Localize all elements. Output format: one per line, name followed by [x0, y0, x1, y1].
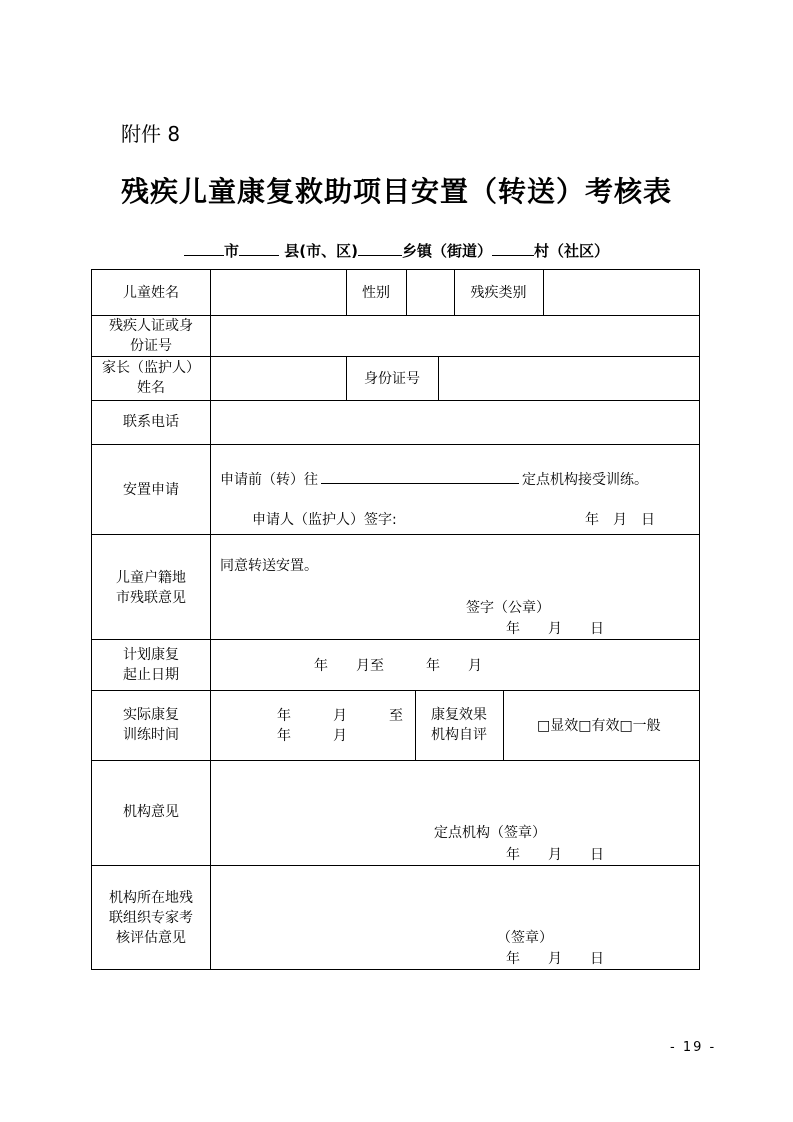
phone-label: 联系电话	[123, 414, 179, 430]
institution-opinion-label: 机构意见	[123, 804, 179, 820]
county-label: 县(市、区)	[284, 242, 358, 260]
guardian-label-line1: 家长（监护人）	[102, 360, 200, 376]
row-rule	[92, 760, 699, 761]
id-label-line2: 份证号	[130, 338, 172, 354]
actual-label-line2: 训练时间	[123, 727, 179, 743]
actual-time-value[interactable]	[277, 706, 403, 746]
id-label-line1: 残疾人证或身	[109, 318, 193, 334]
plan-dates-value[interactable]: 年 月至 年 月	[314, 658, 482, 674]
page-title: 残疾儿童康复救助项目安置（转送）考核表	[120, 175, 672, 208]
gender-label: 性别	[362, 285, 390, 301]
column-rule	[503, 690, 504, 760]
plan-label-line1: 计划康复	[123, 647, 179, 663]
guardian-label	[92, 358, 210, 398]
placement-text-before: 申请前（转）往	[220, 472, 318, 488]
household-opinion-text: 同意转送安置。	[220, 558, 318, 574]
actual-label-line1: 实际康复	[123, 707, 179, 723]
row-rule	[92, 639, 699, 640]
effect-label	[415, 705, 503, 745]
effect-options[interactable]: □显效□有效□一般	[537, 718, 661, 734]
institution-date: 年 月 日	[506, 847, 604, 863]
placement-text	[220, 470, 695, 490]
household-opinion-label	[92, 568, 210, 608]
institution-seal: 定点机构（签章）	[434, 825, 546, 841]
expert-label-line1: 机构所在地残	[109, 890, 193, 906]
guardian-id-label: 身份证号	[364, 371, 420, 387]
household-sign-seal: 签字（公章）	[466, 600, 550, 616]
village-blank[interactable]	[492, 241, 534, 256]
phone-field[interactable]	[211, 401, 699, 444]
city-blank[interactable]	[184, 241, 224, 256]
county-blank[interactable]	[239, 241, 279, 256]
row-rule	[92, 534, 699, 535]
applicant-sign-label: 申请人（监护人）签字:	[252, 512, 397, 528]
household-label-line1: 儿童户籍地	[116, 570, 186, 586]
household-label-line2: 市残联意见	[116, 590, 186, 606]
id-label	[92, 316, 210, 356]
attachment-label: 附件 8	[121, 122, 181, 146]
assessment-form-table	[91, 269, 700, 970]
town-label: 乡镇（街道）	[401, 242, 492, 260]
row-rule	[92, 690, 699, 691]
disability-type-field[interactable]	[544, 270, 699, 315]
placement-text-after: 定点机构接受训练。	[522, 472, 648, 488]
actual-line2: 年 月	[277, 728, 347, 744]
plan-label-line2: 起止日期	[123, 667, 179, 683]
child-name-label: 儿童姓名	[123, 285, 179, 301]
placement-label: 安置申请	[123, 482, 179, 498]
guardian-label-line2: 姓名	[137, 380, 165, 396]
city-label: 市	[224, 242, 240, 260]
page-number: - 19 -	[670, 1040, 717, 1055]
expert-seal: （签章）	[497, 930, 553, 946]
guardian-name-field[interactable]	[211, 357, 346, 400]
effect-label-line2: 机构自评	[431, 727, 487, 743]
institution-name-blank[interactable]	[321, 471, 519, 484]
household-date: 年 月 日	[506, 621, 604, 637]
row-rule	[92, 865, 699, 866]
row-rule	[92, 444, 699, 445]
town-blank[interactable]	[358, 241, 402, 256]
disability-type-label: 残疾类别	[470, 285, 527, 301]
expert-opinion-label	[92, 888, 210, 948]
location-line	[0, 240, 793, 261]
id-number-field[interactable]	[211, 316, 699, 356]
child-name-field[interactable]	[211, 270, 346, 315]
village-label: 村（社区）	[533, 242, 609, 260]
gender-field[interactable]	[407, 270, 454, 315]
guardian-id-field[interactable]	[439, 357, 699, 400]
plan-dates-label	[92, 645, 210, 685]
expert-label-line2: 联组织专家考	[109, 910, 193, 926]
actual-time-label	[92, 705, 210, 745]
expert-label-line3: 核评估意见	[116, 930, 186, 946]
actual-line1: 年 月 至	[277, 708, 403, 724]
applicant-date: 年 月 日	[585, 512, 655, 528]
expert-date: 年 月 日	[506, 951, 604, 967]
effect-label-line1: 康复效果	[431, 707, 487, 723]
